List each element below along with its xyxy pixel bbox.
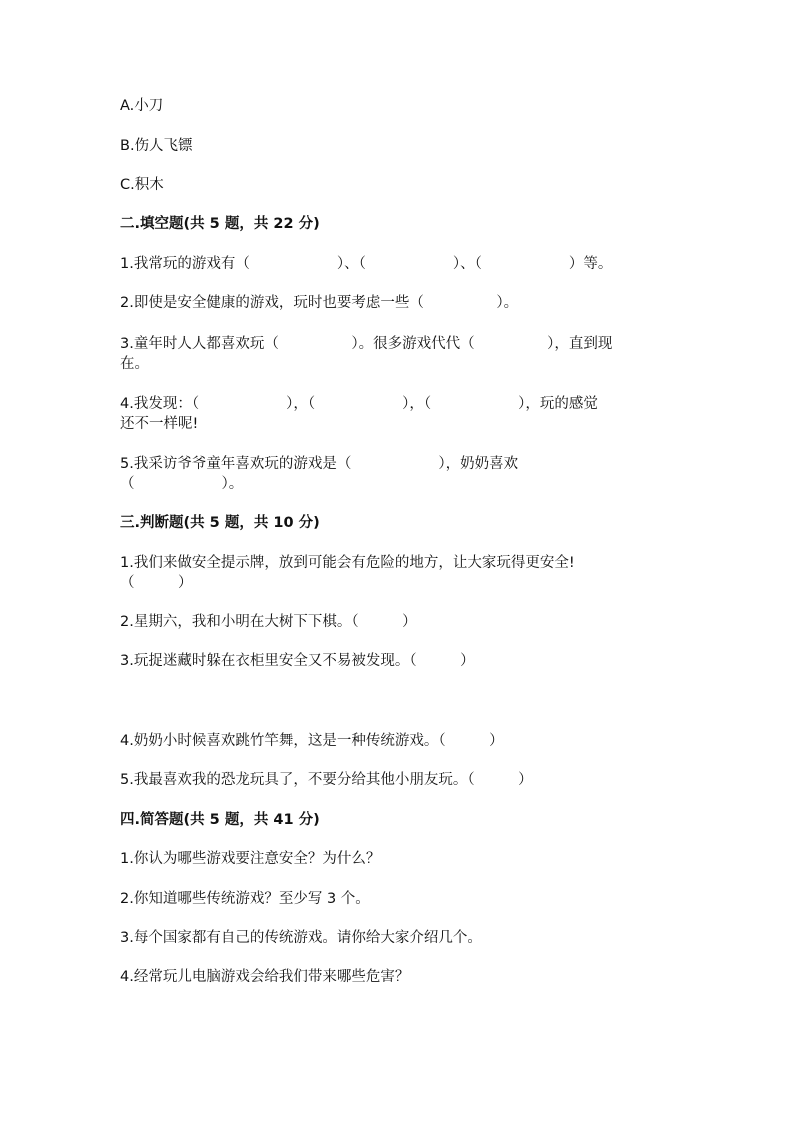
fill-question-3-line-2: 在。 xyxy=(120,356,149,372)
section-3-title: 三.判断题(共 5 题，共 10 分) xyxy=(120,515,320,531)
short-answer-question-1: 1.你认为哪些游戏要注意安全？为什么？ xyxy=(120,851,381,867)
option-a: A.小刀 xyxy=(120,98,164,114)
judge-question-2: 2.星期六，我和小明在大树下下棋。（ ） xyxy=(120,614,417,630)
judge-question-1-line-1: 1.我们来做安全提示牌，放到可能会有危险的地方，让大家玩得更安全! xyxy=(120,555,575,571)
fill-question-4-line-1: 4.我发现：（ ），（ ），（ ），玩的感觉 xyxy=(120,396,598,412)
section-2-title: 二.填空题(共 5 题，共 22 分) xyxy=(120,216,320,232)
option-b: B.伤人飞镖 xyxy=(120,138,193,154)
fill-question-5-line-1: 5.我采访爷爷童年喜欢玩的游戏是（ ），奶奶喜欢 xyxy=(120,456,519,472)
fill-question-1: 1.我常玩的游戏有（ ）、（ ）、（ ）等。 xyxy=(120,256,613,272)
fill-question-4-line-2: 还不一样呢! xyxy=(120,416,199,432)
short-answer-question-4: 4.经常玩儿电脑游戏会给我们带来哪些危害？ xyxy=(120,969,410,985)
fill-question-2: 2.即使是安全健康的游戏，玩时也要考虑一些（ ）。 xyxy=(120,295,519,311)
fill-question-3-line-1: 3.童年时人人都喜欢玩（ ）。很多游戏代代（ ），直到现 xyxy=(120,336,613,352)
judge-question-3: 3.玩捉迷藏时躲在衣柜里安全又不易被发现。（ ） xyxy=(120,653,475,669)
short-answer-question-3: 3.每个国家都有自己的传统游戏。请你给大家介绍几个。 xyxy=(120,930,482,946)
judge-question-4: 4.奶奶小时候喜欢跳竹竿舞，这是一种传统游戏。（ ） xyxy=(120,733,504,749)
option-c: C.积木 xyxy=(120,177,164,193)
judge-question-1-line-2: （ ） xyxy=(120,575,193,591)
fill-question-5-line-2: （ ）。 xyxy=(120,476,244,492)
judge-question-5: 5.我最喜欢我的恐龙玩具了，不要分给其他小朋友玩。（ ） xyxy=(120,772,533,788)
short-answer-question-2: 2.你知道哪些传统游戏？至少写 3 个。 xyxy=(120,891,370,907)
section-4-title: 四.简答题(共 5 题，共 41 分) xyxy=(120,812,320,828)
